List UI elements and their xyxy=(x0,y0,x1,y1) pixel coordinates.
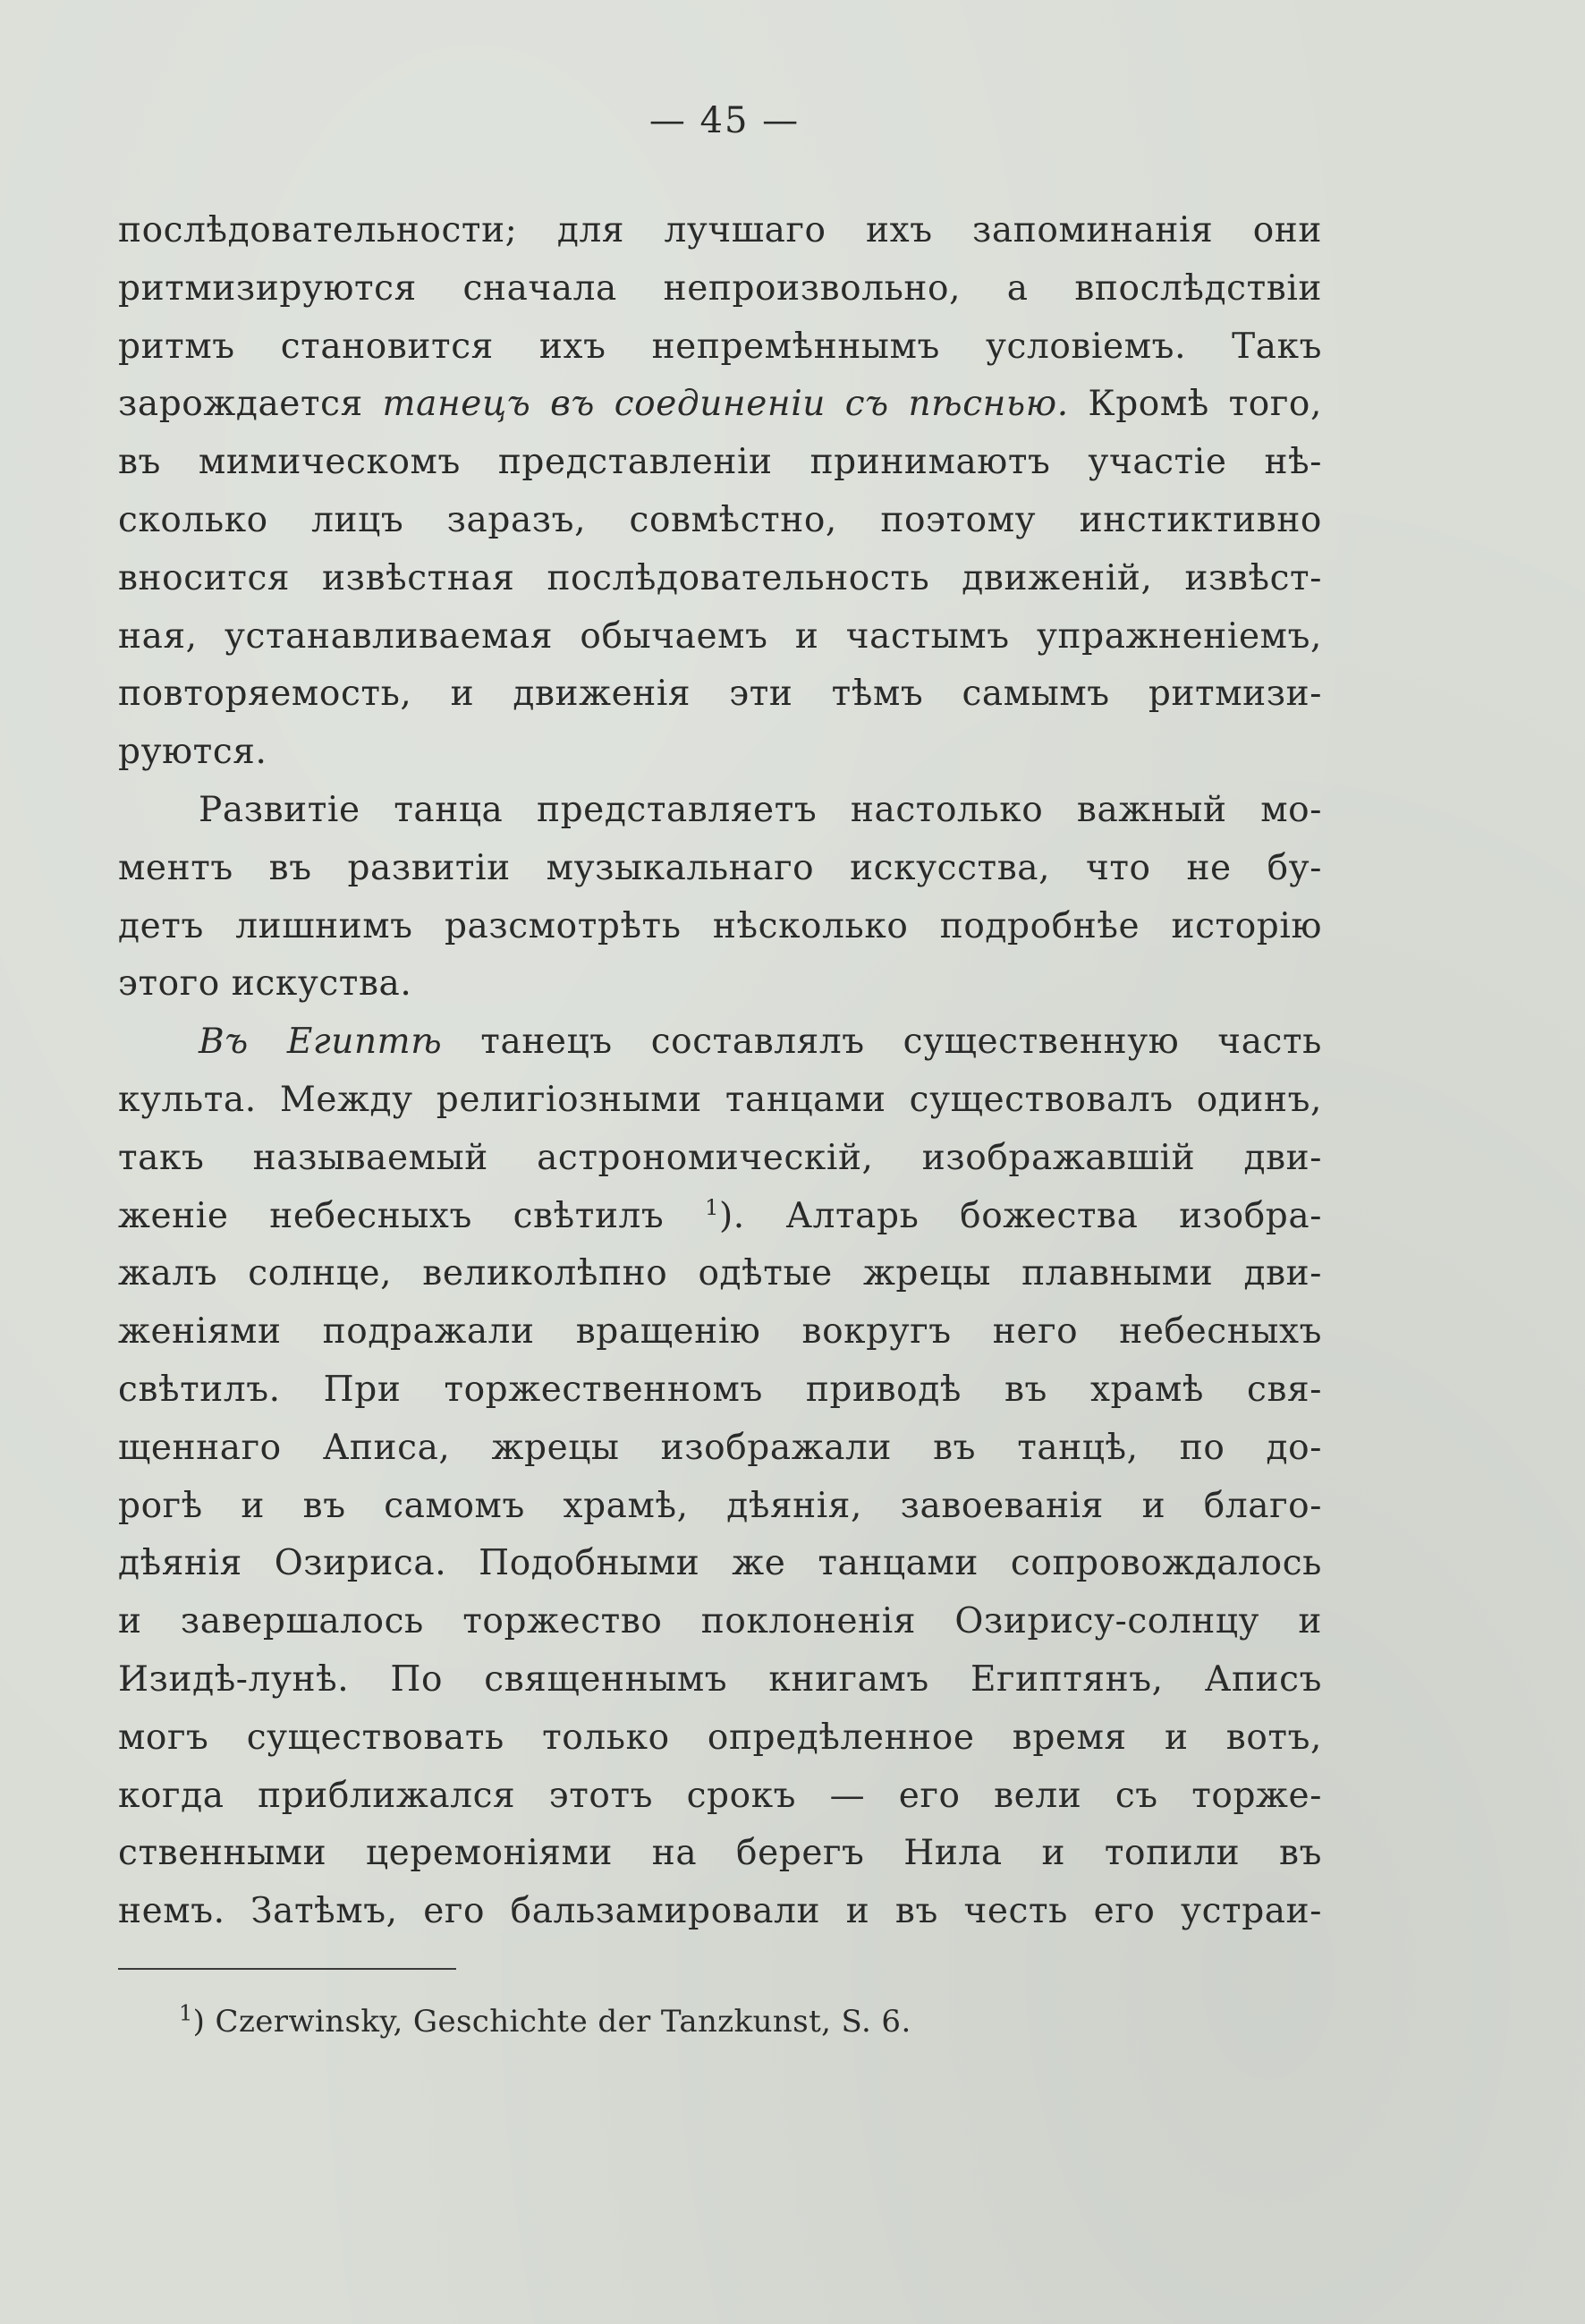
text-segment: немъ. Затѣмъ, его бальзамировали и въ честь его устраи- xyxy=(118,1891,1322,1932)
text-line xyxy=(118,1303,1322,1361)
text-line xyxy=(118,1709,1322,1768)
text-line xyxy=(118,1361,1322,1420)
text-line xyxy=(118,1130,1322,1188)
text-segment: этого искуства. xyxy=(118,963,412,1005)
text-line xyxy=(118,318,1322,377)
text-segment: послѣдовательности; для лучшаго ихъ запоминанія они xyxy=(118,210,1322,250)
text-line xyxy=(118,1651,1322,1709)
text-line xyxy=(118,260,1322,318)
text-line xyxy=(118,1825,1322,1883)
text-segment: женіями подражали вращенію вокругъ него небесныхъ xyxy=(118,1311,1322,1353)
text-line xyxy=(118,955,1322,1014)
text-segment: дѣянія Озириса. Подобными же танцами сопровождалось xyxy=(118,1543,1322,1584)
text-line xyxy=(118,1245,1322,1303)
footnote-marker: 1 xyxy=(179,2000,193,2026)
text-line xyxy=(118,550,1322,608)
text-segment: ). Алтарь божества изобра- xyxy=(718,1195,1323,1236)
text-line xyxy=(118,782,1322,840)
text-line xyxy=(118,898,1322,956)
text-line xyxy=(118,202,1322,260)
footnote xyxy=(179,2002,911,2041)
text-line xyxy=(118,1072,1322,1130)
text-line xyxy=(118,666,1322,724)
text-segment: повторяемость, и движенія эти тѣмъ самымъ ритмизи- xyxy=(118,674,1322,715)
text-segment: Изидѣ-лунѣ. По священнымъ книгамъ Египтянъ, Аписъ xyxy=(118,1658,1322,1700)
text-segment: рогѣ и въ самомъ храмѣ, дѣянія, завоеванія и благо- xyxy=(118,1485,1322,1526)
footnote-divider xyxy=(118,1968,456,1970)
text-line xyxy=(118,1593,1322,1651)
text-line xyxy=(118,376,1322,434)
text-line xyxy=(118,1420,1322,1478)
text-line xyxy=(118,1478,1322,1536)
text-segment: ритмъ становится ихъ непремѣннымъ условіемъ. Такъ xyxy=(118,326,1322,367)
text-line xyxy=(118,1535,1322,1593)
text-segment: сколько лицъ заразъ, совмѣстно, поэтому инстиктивно xyxy=(118,499,1322,540)
text-segment: Кромѣ того, xyxy=(1068,384,1322,425)
text-line xyxy=(118,1883,1322,1941)
text-line xyxy=(118,1188,1322,1246)
text-segment: танецъ составлялъ существенную часть xyxy=(442,1022,1322,1063)
text-segment: свѣтилъ. При торжественномъ приводѣ въ храмѣ свя- xyxy=(118,1369,1322,1410)
footnote-text: ) Czerwinsky, Geschichte der Tanzkunst, S. 6. xyxy=(192,2004,911,2040)
text-segment: руются. xyxy=(118,732,267,773)
text-segment: ритмизируются сначала непроизвольно, а впослѣдствіи xyxy=(118,267,1322,309)
text-segment: женіе небесныхъ свѣтилъ xyxy=(118,1195,706,1236)
text-segment: и завершалось торжество поклоненія Озирису-солнцу и xyxy=(118,1601,1322,1642)
text-segment: жалъ солнце, великолѣпно одѣтые жрецы плавными дви- xyxy=(118,1253,1322,1294)
text-line xyxy=(118,840,1322,898)
text-line xyxy=(118,434,1322,492)
footnote-reference: 1 xyxy=(705,1194,719,1220)
text-line xyxy=(118,1768,1322,1826)
text-segment: детъ лишнимъ разсмотрѣть нѣсколько подробнѣе исторію xyxy=(118,905,1322,946)
text-line xyxy=(118,492,1322,550)
text-segment: щеннаго Аписа, жрецы изображали въ танцѣ, по до- xyxy=(118,1427,1322,1468)
text-segment: когда приближался этотъ срокъ — его вели съ торже- xyxy=(118,1775,1322,1816)
text-segment: Развитіе танца представляетъ настолько важный мо- xyxy=(199,789,1322,830)
page-number: — 45 — xyxy=(648,100,801,141)
italic-text: Въ Египтѣ xyxy=(199,1022,443,1063)
body-text xyxy=(118,202,1322,1941)
text-segment: ментъ въ развитіи музыкальнаго искусства, что не бу- xyxy=(118,847,1322,888)
italic-text: танецъ въ соединеніи съ пѣснью. xyxy=(382,384,1069,425)
text-line xyxy=(118,608,1322,666)
text-segment: въ мимическомъ представленіи принимаютъ участіе нѣ- xyxy=(118,442,1322,483)
text-segment: ственными церемоніями на берегъ Нила и топили въ xyxy=(118,1833,1322,1874)
text-segment: такъ называемый астрономическій, изображавшій дви- xyxy=(118,1137,1322,1178)
text-segment: вносится извѣстная послѣдовательность движеній, извѣст- xyxy=(118,557,1322,598)
text-line xyxy=(118,724,1322,782)
text-segment: ная, устанавливаемая обычаемъ и частымъ упражненіемъ, xyxy=(118,615,1322,657)
text-line xyxy=(118,1014,1322,1072)
text-segment: культа. Между религіозными танцами существовалъ одинъ, xyxy=(118,1079,1322,1120)
text-segment: зарождается xyxy=(118,384,383,425)
text-segment: могъ существовать только опредѣленное время и вотъ, xyxy=(118,1717,1322,1758)
